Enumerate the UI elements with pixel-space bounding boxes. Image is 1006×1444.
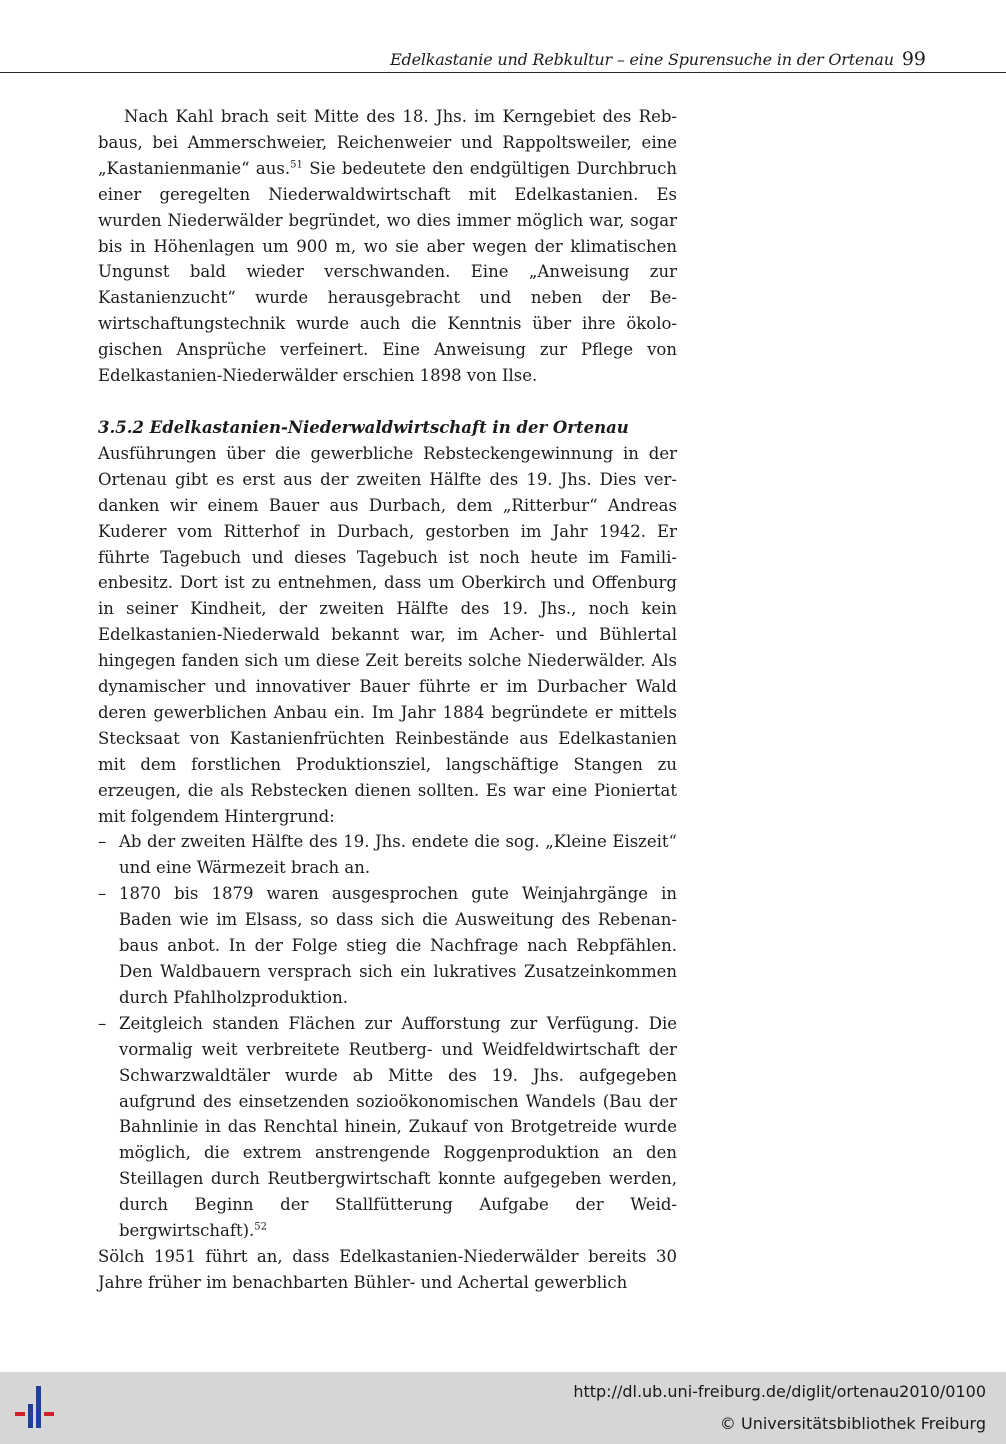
paragraph-3: Sölch 1951 führt an, dass Edelkastanien-Niederwälder bereits 30 Jahre früher im benachbarten Bühler- und Achertal gewerblich [98,1246,677,1292]
list-item [98,1011,677,1244]
footer-copyright: © Universitätsbibliothek Freiburg [719,1414,986,1433]
list-item-text: Zeitgleich standen Flächen zur Aufforstung zur Verfügung. Die vormalig weit verbreitete Reutberg- und Weidfeldwirtschaft der Schwarzwaldtäler wurde ab Mitte des 19. Jhs. aufgegeben aufgrund des einsetzenden sozioökonomischen Wandels (Bau der Bahnlinie in das Renchtal hinein, Zukauf von Brotgetreide wurde möglich, die extrem anstrengende Roggenproduktion an den Steillagen durch Reutbergwirtschaft konnte aufgegeben werden, durch Beginn der Stallfütterung Aufgabe der Weidbergwirtschaft). [119,1013,677,1241]
paragraph-1-text-a: Nach Kahl brach seit Mitte des 18. Jhs. im Kerngebiet des Rebbaus, bei Ammerschweier, Reichenweier und Rappoltsweiler, eine „Kastanienmanie“ aus. [98,107,677,178]
footer-bar [0,1372,1006,1444]
list-item-text: 1870 bis 1879 waren ausgesprochen gute Weinjahrgänge in Baden wie im Elsass, so dass sich die Ausweitung des Rebenanbaus anbot. In der Folge stieg die Nachfrage nach Rebpfählen. Den Waldbauern versprach sich ein lukratives Zusatzeinkommen durch Pfahlholzproduktion. [119,884,677,1007]
paragraph-1 [98,104,677,389]
footnote-ref-52: 52 [254,1221,268,1233]
bullet-dash: – [98,1013,107,1033]
list-item [98,881,677,1011]
bullet-dash: – [98,832,107,852]
bullet-dash: – [98,884,107,904]
paragraph-1-text-b: Sie bedeutete den endgültigen Durchbruch einer geregelten Niederwaldwirtschaft mit Edelkastanien. Es wurden Niederwälder begründet, wo dies immer möglich war, sogar bis in Höhenlagen um 900 m, wo sie aber wegen der klimatischen Ungunst bald wieder verschwanden. Eine „Anweisung zur Kastanienzucht“ wurde herausgebracht und neben der Bewirtschaftungstechnik wurde auch die Kenntnis über ihre ökologischen Ansprüche verfeinert. Eine Anweisung zur Pflege von Edelkastanien-Niederwälder erschien 1898 von Ilse. [98,158,678,386]
page-number: 99 [901,48,926,70]
list-item-text: Ab der zweiten Hälfte des 19. Jhs. endete die sog. „Kleine Eiszeit“ und eine Wärmezeit brach an. [119,832,677,878]
footnote-ref-51: 51 [290,159,303,171]
bullet-list [98,829,677,1244]
header-rule [0,72,1006,73]
footer-url-link[interactable]: http://dl.ub.uni-freiburg.de/diglit/ortenau2010/0100 [573,1382,986,1401]
running-title: Edelkastanie und Rebkultur – eine Spurensuche in der Ortenau [390,50,894,69]
body-text [98,104,677,1296]
ub-freiburg-logo-icon [12,1382,64,1432]
running-header [0,48,926,70]
paragraph-2: Ausführungen über die gewerbliche Rebsteckengewinnung in der Ortenau gibt es erst aus der zweiten Hälfte des 19. Jhs. Dies verdanken wir einem Bauer aus Durbach, dem „Ritterbur“ Andreas Kuderer vom Ritterhof in Durbach, gestorben im Jahr 1942. Er führte Tagebuch und dieses Tagebuch ist noch heute im Familienbesitz. Dort ist zu entnehmen, dass um Oberkirch und Offenburg in seiner Kindheit, der zweiten Hälfte des 19. Jhs., noch kein Edelkastanien-Niederwald bekannt war, im Acher- und Bühlertal hingegen fanden sich um diese Zeit bereits solche Niederwälder. Als dynamischer und innovativer Bauer führte er im Durbacher Wald deren gewerblichen Anbau ein. Im Jahr 1884 begründete er mittels Stecksaat von Kastanienfrüchten Reinbestände aus Edelkastanien mit dem forstlichen Produktionsziel, langschäftige Stangen zu erzeugen, die als Rebstecken dienen sollten. Es war eine Pioniertat mit folgendem Hintergrund: [98,443,677,826]
list-item [98,829,677,881]
section-heading: 3.5.2 Edelkastanien-Niederwaldwirtschaft in der Ortenau [98,417,629,437]
